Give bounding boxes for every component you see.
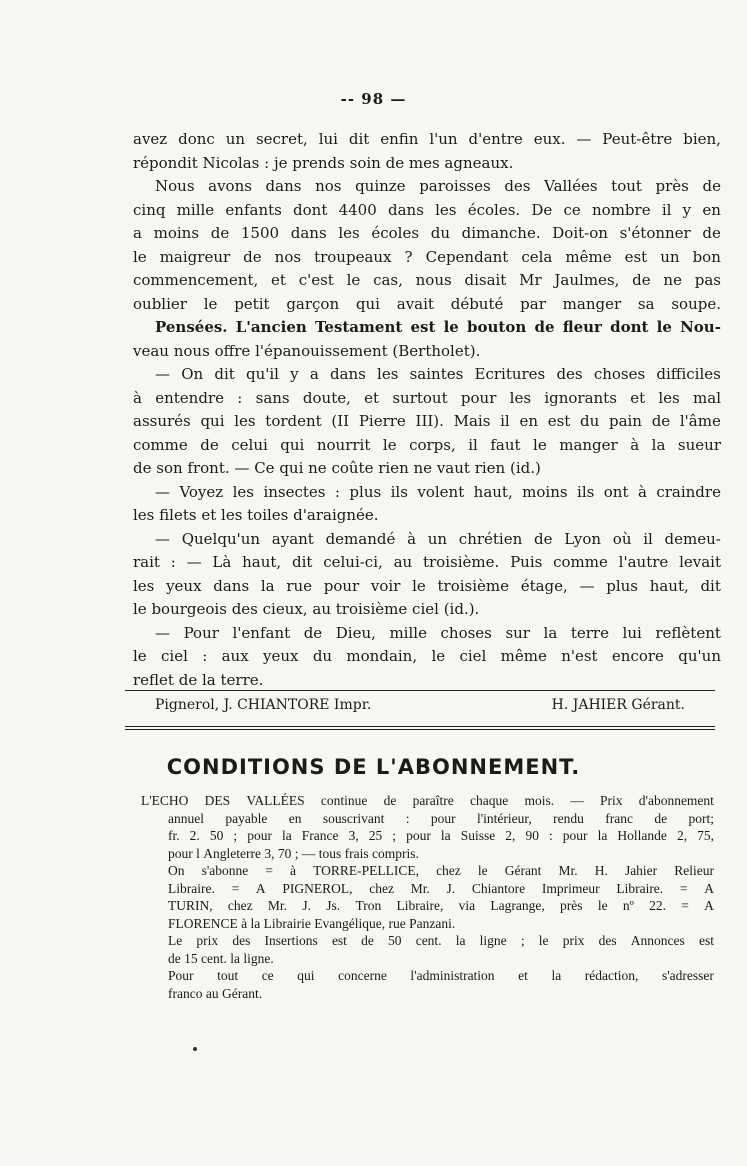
conditions-body xyxy=(141,792,714,1002)
body-line: à entendre : sans doute, et surtout pour les ignorants et les mal xyxy=(133,388,721,407)
conditions-line: fr. 2. 50 ; pour la France 3, 25 ; pour la Suisse 2, 90 : pour la Hollande 2, 75, xyxy=(168,828,714,843)
body-line: Nous avons dans nos quinze paroisses des Vallées tout près de xyxy=(155,177,721,195)
body-line: les yeux dans la rue pour voir le troisième étage, — plus haut, dit xyxy=(133,576,721,595)
body-line: rait : — Là haut, dit celui-ci, au troisième. Puis comme l'autre levait xyxy=(133,553,721,571)
conditions-line: annuel payable en souscrivant : pour l'intérieur, rendu franc de port; xyxy=(168,810,714,826)
divider-double-bottom xyxy=(125,729,715,730)
page-number: -- 98 — xyxy=(340,90,407,108)
conditions-heading: CONDITIONS DE L'ABONNEMENT. xyxy=(166,755,581,779)
conditions-line: L'ECHO DES VALLÉES continue de paraître chaque mois. — Prix d'abonnement xyxy=(141,793,714,808)
body-line: — Quelqu'un ayant demandé à un chrétien de Lyon où il demeu- xyxy=(155,529,721,548)
body-line: reflet de la terre. xyxy=(133,670,264,689)
body-line: a moins de 1500 dans les écoles du dimanche. Doit-on s'étonner de xyxy=(133,224,721,242)
body-line: cinq mille enfants dont 4400 dans les écoles. De ce nombre il y en xyxy=(133,200,721,219)
article-body xyxy=(133,128,721,692)
body-line: de son front. — Ce qui ne coûte rien ne vaut rien (id.) xyxy=(133,459,541,477)
body-line: — On dit qu'il y a dans les saintes Ecritures des choses difficiles xyxy=(155,365,721,383)
body-line: assurés qui les tordent (II Pierre III). Mais il en est du pain de l'âme xyxy=(133,412,721,430)
manager-credit: H. JAHIER Gérant. xyxy=(551,697,685,713)
conditions-line: FLORENCE à la Librairie Evangélique, rue Panzani. xyxy=(168,915,456,931)
conditions-line: On s'abonne = à TORRE-PELLICE, chez le Gérant Mr. H. Jahier Relieur xyxy=(168,863,714,878)
body-line: Pensées. L'ancien Testament est le bouton de fleur dont le Nou- xyxy=(155,318,721,336)
conditions-line: Libraire. = A PIGNEROL, chez Mr. J. Chiantore Imprimeur Libraire. = A xyxy=(168,880,714,896)
body-line: oublier le petit garçon qui avait débuté par manger sa soupe. xyxy=(133,294,721,313)
conditions-line: pour l Angleterre 3, 70 ; — tous frais compris. xyxy=(168,845,419,861)
conditions-line: franco au Gérant. xyxy=(168,985,263,1001)
body-line: le maigreur de nos troupeaux ? Cependant cela même est un bon xyxy=(133,247,721,266)
divider-double-top xyxy=(125,726,715,727)
printer-credit: Pignerol, J. CHIANTORE Impr. xyxy=(155,697,372,713)
divider-top xyxy=(125,690,715,691)
body-line: veau nous offre l'épanouissement (Bertholet). xyxy=(133,341,481,360)
conditions-line: TURIN, chez Mr. J. Js. Tron Libraire, via Lagrange, près le nº 22. = A xyxy=(168,898,714,913)
body-line: — Voyez les insectes : plus ils volent haut, moins ils ont à craindre xyxy=(155,482,721,501)
body-line: les filets et les toiles d'araignée. xyxy=(133,506,379,524)
body-line: commencement, et c'est le cas, nous disait Mr Jaulmes, de ne pas xyxy=(133,271,721,289)
body-line: le bourgeois des cieux, au troisième ciel (id.). xyxy=(133,600,480,618)
body-line: répondit Nicolas : je prends soin de mes agneaux. xyxy=(133,153,514,172)
body-line: — Pour l'enfant de Dieu, mille choses sur la terre lui reflètent xyxy=(155,623,721,642)
imprint-line xyxy=(155,697,685,713)
body-line: avez donc un secret, lui dit enfin l'un d'entre eux. — Peut-être bien, xyxy=(133,130,721,148)
ink-dot xyxy=(193,1047,197,1051)
conditions-line: Le prix des Insertions est de 50 cent. la ligne ; le prix des Annonces est xyxy=(168,933,714,948)
body-line: le ciel : aux yeux du mondain, le ciel même n'est encore qu'un xyxy=(133,647,721,665)
body-line: comme de celui qui nourrit le corps, il faut le manger à la sueur xyxy=(133,435,721,454)
conditions-line: de 15 cent. la ligne. xyxy=(168,950,274,966)
conditions-line: Pour tout ce qui concerne l'administration et la rédaction, s'adresser xyxy=(168,968,714,983)
